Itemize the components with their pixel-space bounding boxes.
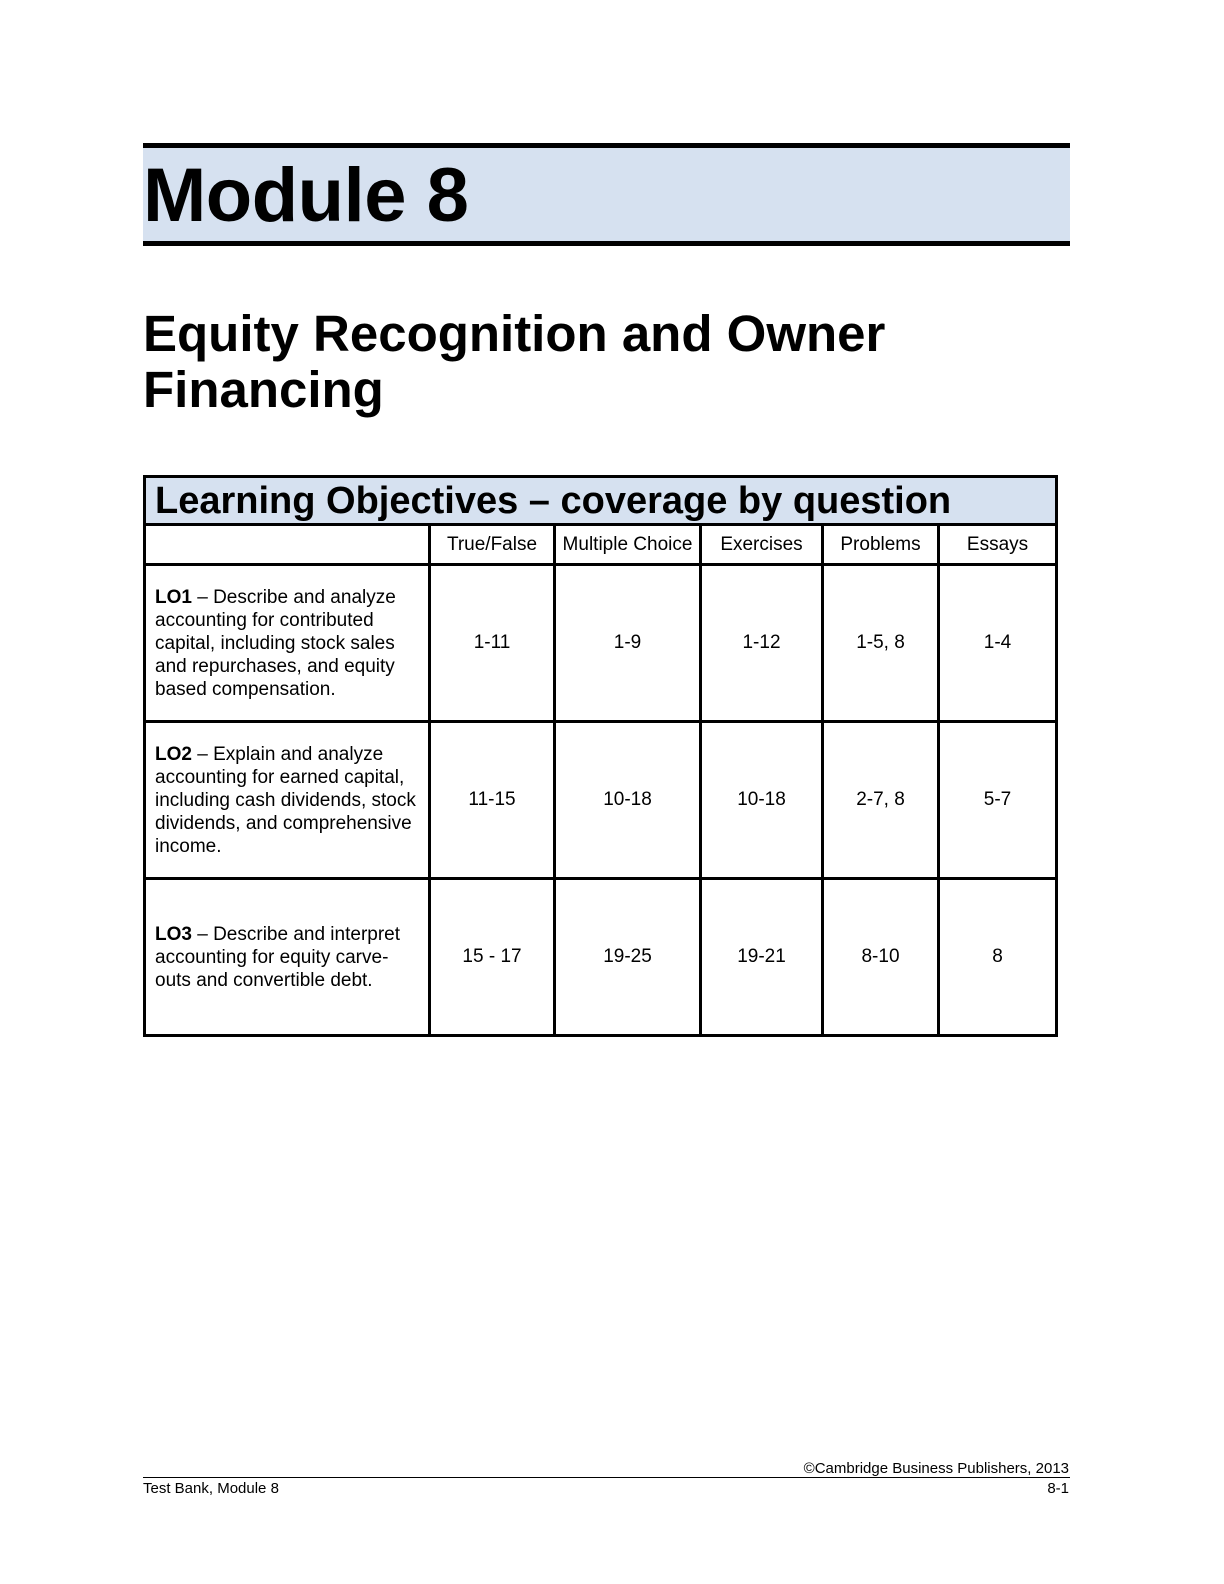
footer-left-text: Test Bank, Module 8 [143,1480,279,1497]
column-header-objective [145,525,430,565]
column-header-exercises: Exercises [701,525,823,565]
objective-cell [145,565,430,722]
objective-cell [145,722,430,879]
column-header-essays: Essays [939,525,1057,565]
table-row [145,722,1057,879]
column-header-multiple-choice: Multiple Choice [555,525,701,565]
multiple-choice-cell: 1-9 [555,565,701,722]
objective-cell [145,879,430,1036]
module-banner [143,143,1070,246]
exercises-cell: 1-12 [701,565,823,722]
true-false-cell: 15 - 17 [430,879,555,1036]
table-header-row [145,525,1057,565]
objective-code: LO2 [155,743,192,765]
footer-divider [143,1477,1070,1478]
column-header-true-false: True/False [430,525,555,565]
problems-cell: 2-7, 8 [823,722,939,879]
page-number: 8-1 [1047,1480,1069,1497]
table-row [145,879,1057,1036]
table-caption-row [145,477,1057,525]
objective-code: LO3 [155,923,192,945]
objective-description: – Describe and analyze accounting for contributed capital, including stock sales and repurchases, and equity based compensation. [155,586,396,700]
exercises-cell: 19-21 [701,879,823,1036]
column-header-problems: Problems [823,525,939,565]
exercises-cell: 10-18 [701,722,823,879]
objective-description: – Describe and interpret accounting for equity carve-outs and convertible debt. [155,923,401,991]
multiple-choice-cell: 10-18 [555,722,701,879]
objective-description: – Explain and analyze accounting for earned capital, including cash dividends, stock dividends, and comprehensive income. [155,743,416,857]
footer-copyright: ©Cambridge Business Publishers, 2013 [803,1460,1069,1477]
true-false-cell: 11-15 [430,722,555,879]
problems-cell: 1-5, 8 [823,565,939,722]
learning-objectives-table [143,475,1058,1037]
true-false-cell: 1-11 [430,565,555,722]
multiple-choice-cell: 19-25 [555,879,701,1036]
chapter-title: Equity Recognition and Owner Financing [143,305,886,418]
objective-code: LO1 [155,586,192,608]
table-caption: Learning Objectives – coverage by question [145,477,1057,525]
essays-cell: 8 [939,879,1057,1036]
essays-cell: 5-7 [939,722,1057,879]
table-row [145,565,1057,722]
problems-cell: 8-10 [823,879,939,1036]
module-title: Module 8 [143,153,469,238]
essays-cell: 1-4 [939,565,1057,722]
